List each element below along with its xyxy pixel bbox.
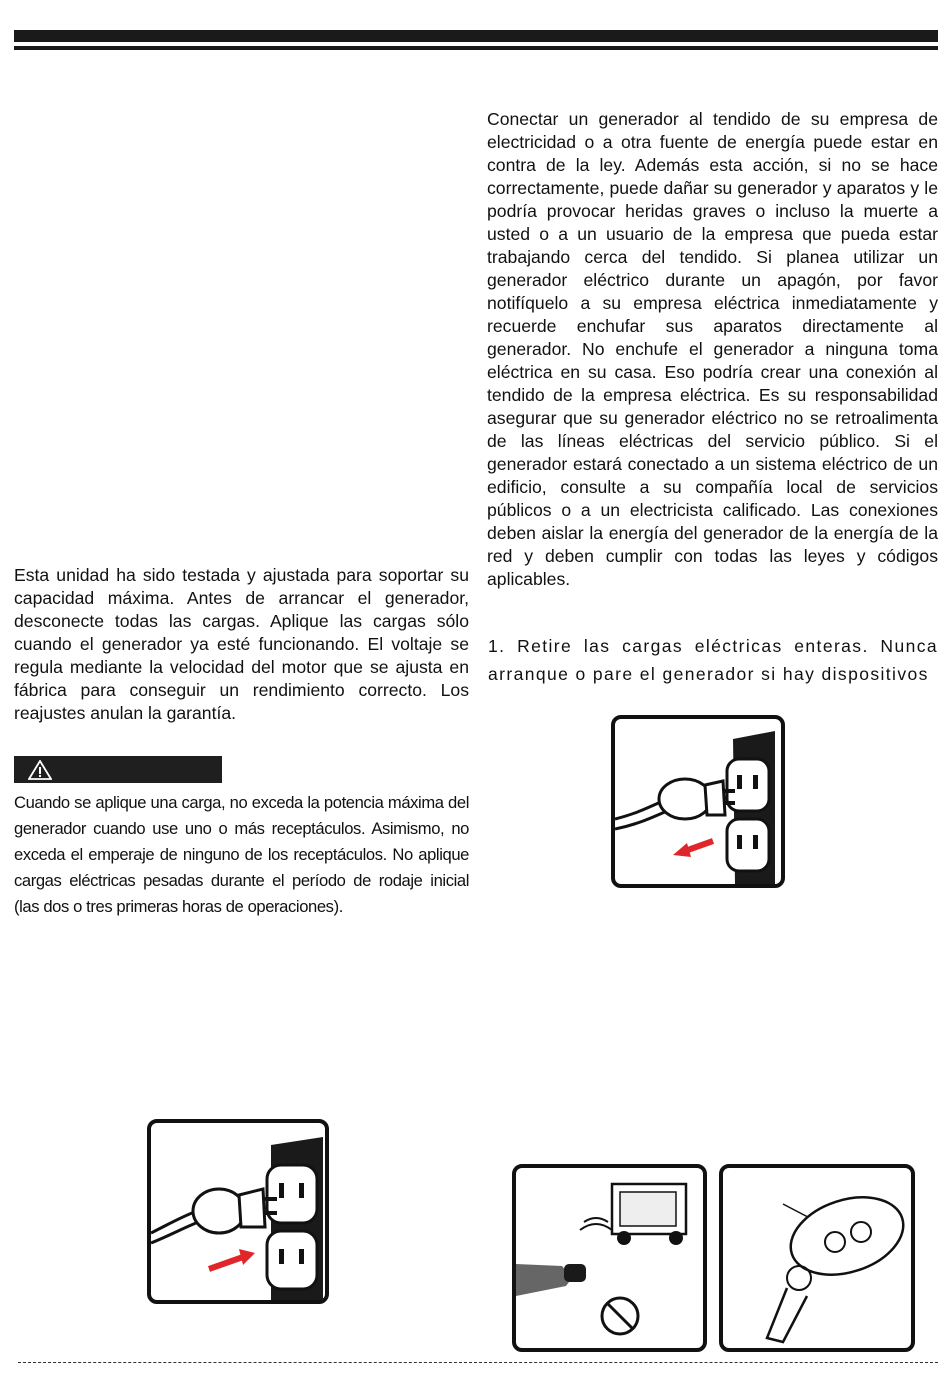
warning-text: Cuando se aplique una carga, no exceda la potencia máxima del generador cuando use uno o más receptáculos. Asimismo, no exceda el emperaje de ninguno de los receptáculos. No aplique cargas eléctricas pesadas durante el período de rodaje inicial (las dos o tres primeras horas de operaciones). [14,793,469,916]
remote-control-generator-illustration [516,1168,703,1348]
warning-triangle-icon [28,760,52,780]
grid-connection-paragraph: Conectar un generador al tendido de su empresa de electricidad o a otra fuente de energía puede estar en contra de la ley. Además esta acción, si no se hace correctamente, puede dañar su generador y aparatos y le podría provocar heridas graves o incluso la muerte a usted o a un usuario de la empresa que pueda estar trabajando cerca del tendido. Si planea utilizar un generador eléctrico durante un apagón, por favor notifíquelo a su empresa eléctrica inmediatamente y recuerde enchufar sus aparatos directamente al generador. No enchufe el generador a ninguna toma eléctrica en su casa. Eso podría crear una conexión al tendido de la empresa eléctrica. Es su responsabilidad asegurar que su generador eléctrico no se retroalimenta de las líneas eléctricas del servicio público. Si el generador estará conectado a un sistema eléctrico de un edificio, consulte a su compañía local de servicios públicos o a un electricista calificado. Las conexiones deben aislar la energía del generador de la energía de la red y deben cumplir con todas las leyes y códigos aplicables. [487,109,938,589]
step-1-text: 1. Retire las cargas eléctricas enteras. Nunca arranque o pare el generador si hay dispositivos [488,636,938,684]
plug-insert-figure [147,1119,329,1304]
remote-key-fob-figure [719,1164,915,1352]
remote-control-generator-figure [512,1164,707,1352]
remote-key-fob-illustration [723,1168,911,1348]
plug-insert-illustration [151,1123,325,1300]
load-paragraph: Esta unidad ha sido testada y ajustada para soportar su capacidad máxima. Antes de arrancar el generador, desconecte todas las cargas. Aplique las cargas sólo cuando el generador ya esté funcionando. El voltaje se regula mediante la velocidad del motor que se ajusta en fábrica para conseguir un rendimiento correcto. Los reajustes anulan la garantía. [14,565,469,723]
header-rule-thick [14,30,938,42]
header-rule-thin [14,46,938,50]
bottom-dashed-rule [18,1362,938,1363]
plug-removal-figure [611,715,785,888]
plug-removal-illustration [615,719,781,884]
